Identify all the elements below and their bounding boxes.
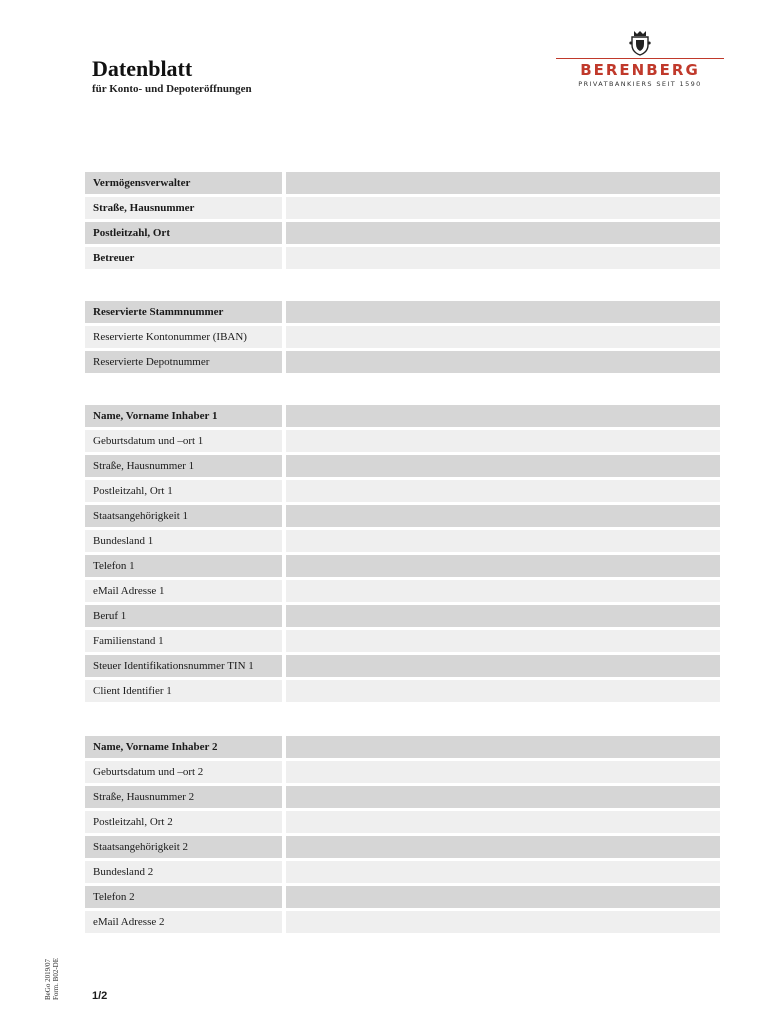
- field-label: Staatsangehörigkeit 1: [85, 505, 282, 527]
- holder-2-state-field[interactable]: [286, 861, 720, 883]
- logo-wordmark: BERENBERG: [580, 61, 700, 79]
- holder-2-phone-field[interactable]: [286, 886, 720, 908]
- holder-1-marital-field[interactable]: [286, 630, 720, 652]
- holder-1-tin-field[interactable]: [286, 655, 720, 677]
- field-label: Postleitzahl, Ort 2: [85, 811, 282, 833]
- form-code-line: BeGo 2019/07: [44, 958, 52, 1000]
- holder-2-email-field[interactable]: [286, 911, 720, 933]
- iban-field[interactable]: [286, 326, 720, 348]
- holder-1-postcode-field[interactable]: [286, 480, 720, 502]
- vermoegensverwalter-field[interactable]: [286, 172, 720, 194]
- page-number: 1/2: [92, 990, 108, 1002]
- field-label: Client Identifier 1: [85, 680, 282, 702]
- field-label: Postleitzahl, Ort 1: [85, 480, 282, 502]
- logo-tagline: PRIVATBANKIERS SEIT 1590: [578, 80, 702, 88]
- field-label: Name, Vorname Inhaber 1: [85, 405, 282, 427]
- field-label: Straße, Hausnummer: [85, 197, 282, 219]
- page-title: Datenblatt: [92, 56, 193, 81]
- holder-2-name-field[interactable]: [286, 736, 720, 758]
- field-label: Familienstand 1: [85, 630, 282, 652]
- holder-1-name-field[interactable]: [286, 405, 720, 427]
- field-label: eMail Adresse 1: [85, 580, 282, 602]
- field-label: Bundesland 1: [85, 530, 282, 552]
- advisor-postcode-field[interactable]: [286, 222, 720, 244]
- stammnummer-field[interactable]: [286, 301, 720, 323]
- holder-2-postcode-field[interactable]: [286, 811, 720, 833]
- berenberg-logo: [556, 30, 724, 88]
- holder-1-email-field[interactable]: [286, 580, 720, 602]
- holder-1-job-field[interactable]: [286, 605, 720, 627]
- field-label: Geburtsdatum und –ort 1: [85, 430, 282, 452]
- depotnummer-field[interactable]: [286, 351, 720, 373]
- holder-1-street-field[interactable]: [286, 455, 720, 477]
- form-code-line: Form. B02-DE: [52, 958, 60, 1000]
- form-code: [44, 958, 60, 1000]
- holder-1-client-id-field[interactable]: [286, 680, 720, 702]
- holder-1-nationality-field[interactable]: [286, 505, 720, 527]
- field-label: Reservierte Kontonummer (IBAN): [85, 326, 282, 348]
- field-label: Bundesland 2: [85, 861, 282, 883]
- field-label: Straße, Hausnummer 2: [85, 786, 282, 808]
- field-label: Staatsangehörigkeit 2: [85, 836, 282, 858]
- logo-divider: [556, 58, 724, 59]
- field-label: Vermögensverwalter: [85, 172, 282, 194]
- holder-2-nationality-field[interactable]: [286, 836, 720, 858]
- holder-1-phone-field[interactable]: [286, 555, 720, 577]
- field-label: Steuer Identifikationsnummer TIN 1: [85, 655, 282, 677]
- field-label: Telefon 2: [85, 886, 282, 908]
- field-label: eMail Adresse 2: [85, 911, 282, 933]
- holder-2-birth-field[interactable]: [286, 761, 720, 783]
- field-label: Telefon 1: [85, 555, 282, 577]
- crest-icon: [629, 30, 651, 56]
- holder-1-birth-field[interactable]: [286, 430, 720, 452]
- page-subtitle: für Konto- und Depoteröffnungen: [92, 83, 252, 95]
- field-label: Betreuer: [85, 247, 282, 269]
- holder-1-state-field[interactable]: [286, 530, 720, 552]
- field-label: Beruf 1: [85, 605, 282, 627]
- field-label: Geburtsdatum und –ort 2: [85, 761, 282, 783]
- field-label: Reservierte Stammnummer: [85, 301, 282, 323]
- field-label: Name, Vorname Inhaber 2: [85, 736, 282, 758]
- field-label: Reservierte Depotnummer: [85, 351, 282, 373]
- betreuer-field[interactable]: [286, 247, 720, 269]
- field-label: Postleitzahl, Ort: [85, 222, 282, 244]
- holder-2-street-field[interactable]: [286, 786, 720, 808]
- field-label: Straße, Hausnummer 1: [85, 455, 282, 477]
- advisor-street-field[interactable]: [286, 197, 720, 219]
